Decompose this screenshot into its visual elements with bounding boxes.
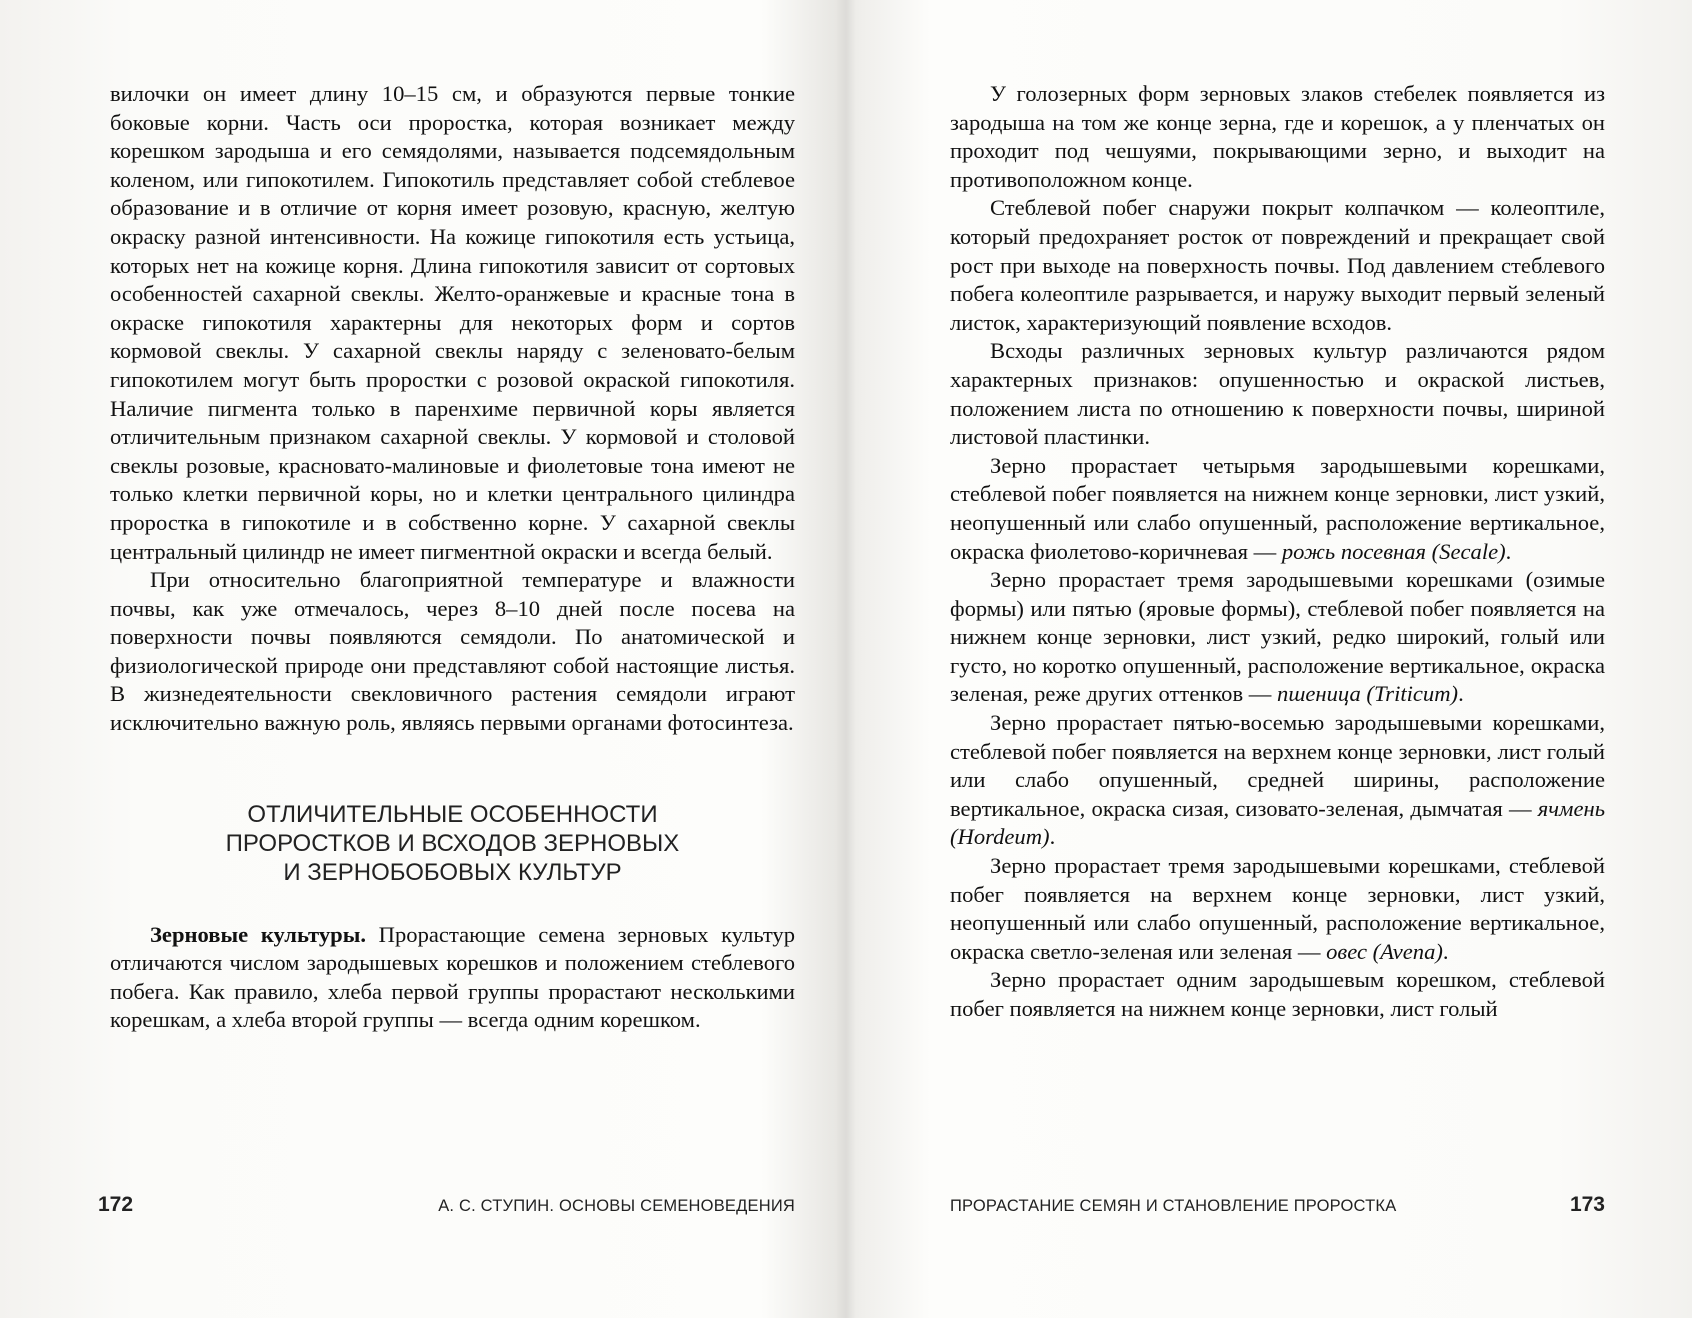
paragraph: При относительно благоприятной температуре и влажности почвы, как уже отмечалось, через 8–10 дней после посева на поверхности почвы появляются семядоли. По анатомической и физиологической природе они представляют собой настоящие листья. В жизнедеятельности свекловичного растения семядоли играют исключительно важную роль, являясь первыми органами фотосинтеза. bbox=[110, 567, 795, 736]
crop-name: ячмень (Hordeum) bbox=[950, 795, 1605, 850]
paragraph bbox=[950, 852, 1605, 966]
paragraph bbox=[110, 921, 795, 1035]
paragraph-end: . bbox=[1458, 681, 1464, 707]
paragraph: Зерно прорастает одним зародышевым корешком, стеблевой побег появляется на нижнем конце зерновки, лист голый bbox=[950, 967, 1605, 1021]
left-page-footer bbox=[98, 1193, 795, 1223]
right-page bbox=[950, 0, 1605, 1318]
heading-line: И ЗЕРНОБОБОВЫХ КУЛЬТУР bbox=[283, 858, 622, 886]
crop-name: пшеница (Triticum) bbox=[1277, 681, 1459, 707]
paragraph: У голозерных форм зерновых злаков стебелек появляется из зародыша на том же конце зерна, где и корешок, а у пленчатых он проходит под чешуями, покрывающими зерно, и выходит на противоположном конце. bbox=[950, 81, 1605, 192]
running-header: А. С. СТУПИН. ОСНОВЫ СЕМЕНОВЕДЕНИЯ bbox=[438, 1197, 795, 1215]
crop-name: рожь посевная (Secale) bbox=[1281, 538, 1506, 564]
paragraph-end: . bbox=[1505, 538, 1512, 564]
page-number: 172 bbox=[98, 1193, 134, 1216]
paragraph: вилочки он имеет длину 10–15 см, и образуются первые тонкие боковые корни. Часть оси проростка, которая возникает между корешком зародыша и его семядолями, называется подсемядольным коленом, или гипокотилем. Гипокотиль представляет собой стеблевое образование и в отличие от корня имеет розовую, красную, желтую окраску разной интенсивности. На кожице гипокотиля есть устьица, которых нет на кожице корня. Длина гипокотиля зависит от сортовых особенностей сахарной свеклы. Желто-оранжевые и красные тона в окраске гипокотиля характерны для некоторых форм и сортов кормовой свеклы. У сахарной свеклы наряду с зеленовато-белым гипокотилем могут быть проростки с розовой окраской гипокотиля. Наличие пигмента только в паренхиме первичной коры является отличительным признаком сахарной свеклы. У кормовой и столовой свеклы розовые, красновато-малиновые и фиолетовые тона имеют не только клетки первичной коры, но и клетки центрального цилиндра проростка в гипокотиле и в собственно корне. У сахарной свеклы центральный цилиндр не имеет пигментной окраски и всегда белый. bbox=[110, 81, 795, 564]
paragraph-text: Зерно прорастает тремя зародышевыми корешками (озимые формы) или пятью (яровые формы), стеблевой побег появляется на нижнем конце зерновки, лист узкий, редко широкий, голый или густо, но коротко опушенный, расположение вертикальное, окраска зеленая, реже других оттенков — bbox=[950, 567, 1605, 707]
crop-name: овес (Avena) bbox=[1326, 938, 1443, 964]
paragraph-end: . bbox=[1049, 824, 1056, 850]
heading-line: ПРОРОСТКОВ И ВСХОДОВ ЗЕРНОВЫХ bbox=[225, 829, 680, 857]
left-page bbox=[98, 0, 795, 1318]
right-page-body bbox=[950, 80, 1605, 1024]
book-gutter bbox=[836, 0, 856, 1318]
paragraph-text: Прорастающие семена зерновых культур отличаются числом зародышевых корешков и положением стеблевого побега. Как правило, хлеба первой группы прорастают несколькими корешкам, а хлеба второй группы — всегда одним корешком. bbox=[110, 921, 795, 1033]
section-heading bbox=[110, 800, 795, 887]
paragraph-text: Зерно прорастает тремя зародышевыми корешками, стеблевой побег появляется на верхнем конце зерновки, лист узкий, неопушенный или слабо опушенный, расположение вертикальное, окраска светло-зеленая или зеленая — bbox=[950, 853, 1605, 964]
right-page-footer bbox=[950, 1193, 1605, 1223]
left-page-body bbox=[110, 80, 795, 1035]
paragraph bbox=[950, 709, 1605, 852]
paragraph: Стеблевой побег снаружи покрыт колпачком — колеоптиле, который предохраняет росток от повреждений и прекращает свой рост при выходе на поверхность почвы. Под давлением стеблевого побега колеоптиле разрывается, и наружу выходит первый зеленый листок, характеризующий появление всходов. bbox=[950, 195, 1605, 335]
paragraph bbox=[950, 452, 1605, 566]
running-header: ПРОРАСТАНИЕ СЕМЯН И СТАНОВЛЕНИЕ ПРОРОСТКА bbox=[950, 1197, 1397, 1215]
paragraph bbox=[950, 566, 1605, 709]
page-number: 173 bbox=[1569, 1193, 1605, 1216]
paragraph-text: Зерно прорастает четырьмя зародышевыми корешками, стеблевой побег появляется на нижнем конце зерновки, лист узкий, неопушенный или слабо опушенный, расположение вертикальное, окраска фиолетово-коричневая — bbox=[950, 452, 1605, 564]
paragraph-lead: Зерновые культуры. bbox=[150, 921, 366, 947]
heading-line: ОТЛИЧИТЕЛЬНЫЕ ОСОБЕННОСТИ bbox=[247, 800, 658, 828]
paragraph-text: Зерно прорастает пятью-восемью зародышевыми корешками, стеблевой побег появляется на верхнем конце зерновки, лист голый или слабо опушенный, средней ширины, расположение вертикальное, окраска сизая, сизовато-зеленая, дымчатая — bbox=[950, 710, 1605, 821]
paragraph-end: . bbox=[1442, 938, 1449, 964]
paragraph: Всходы различных зерновых культур различаются рядом характерных признаков: опушенностью и окраской листьев, положением листа по отношению к поверхности почвы, шириной листовой пластинки. bbox=[950, 338, 1605, 450]
